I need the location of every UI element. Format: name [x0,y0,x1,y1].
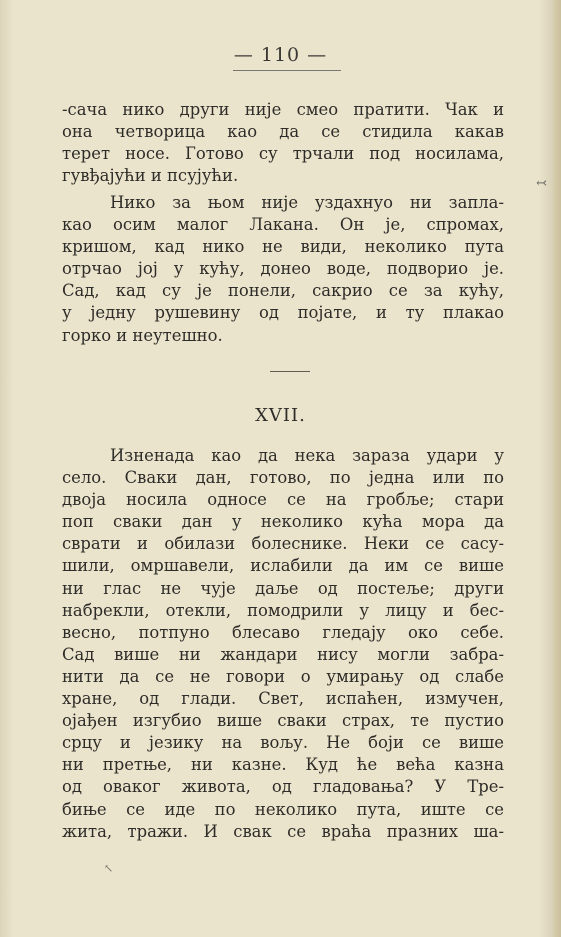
text-line: Нико за њом није уздахнуо ни запла- [110,193,504,212]
text-line: биње се иде по неколико пута, иште се [62,799,504,819]
text-line: гувђајући и псујући. [62,166,239,186]
text-line: хране, од глади. Свет, испаћен, измучен, [62,689,504,709]
margin-mark-icon: ↢ [536,176,547,191]
text-line: нити да се не говори о умирању од слабе [62,666,504,686]
text-line: отрчао јој у кућу, донео воде, подворио је. [62,259,504,279]
text-line: -сача нико други није смео пратити. Чак и [62,100,504,119]
text-line: ни претње, ни казне. Куд ће већа казна [62,755,504,775]
text-line: горко и неутешно. [62,325,223,345]
page-number: — 110 — [233,44,328,66]
text-line: као осим малог Лакана. Он је, спромах, [62,215,504,235]
text-line: двоја носила односе се на гробље; стари [62,490,504,510]
text-line: Сад, кад су је понели, сакрио се за кућу, [62,281,504,301]
text-line: срцу и језику на вољу. Не боји се више [62,733,504,753]
text-line: Сад више ни жандари нису могли забра- [62,644,504,664]
text-line: кришом, кад нико не види, неколико пута [62,237,504,257]
text-line: село. Сваки дан, готово, по једна или по [62,468,504,488]
page-edge [553,0,561,937]
text-line: терет носе. Готово су трчали под носилама, [62,144,504,164]
text-line: поп сваки дан у неколико кућа мора да [62,512,504,532]
text-line: жита, тражи. И свак се враћа празних ша- [62,821,504,841]
text-line: шили, омршавели, ислабили да им се више [62,556,504,576]
pencil-mark-icon: ↖ [104,862,114,875]
text-line: од оваког живота, од гладовања? У Тре- [62,777,504,797]
paragraph-3 [62,445,504,843]
text-line: у једну рушевину од појате, и ту плакао [62,303,504,323]
text-line: ни глас не чује даље од постеље; други [62,578,504,598]
text-line: набрекли, отекли, помодрили у лицу и бес- [62,600,504,620]
text-line: Изненада као да нека зараза удари у [110,446,504,465]
paragraph-1 [62,99,504,187]
text-line: она четворица као да се стидила какав [62,122,504,142]
chapter-heading: XVII. [255,405,306,426]
text-line: сврати и обилази болеснике. Неки се сасу- [62,534,504,554]
text-line: весно, потпуно блесаво гледају око себе. [62,622,504,642]
text-line: ојађен изгубио више сваки страх, те пустио [62,711,504,731]
paragraph-2 [62,192,504,347]
page-number-underline [233,70,341,71]
section-divider [270,371,310,372]
